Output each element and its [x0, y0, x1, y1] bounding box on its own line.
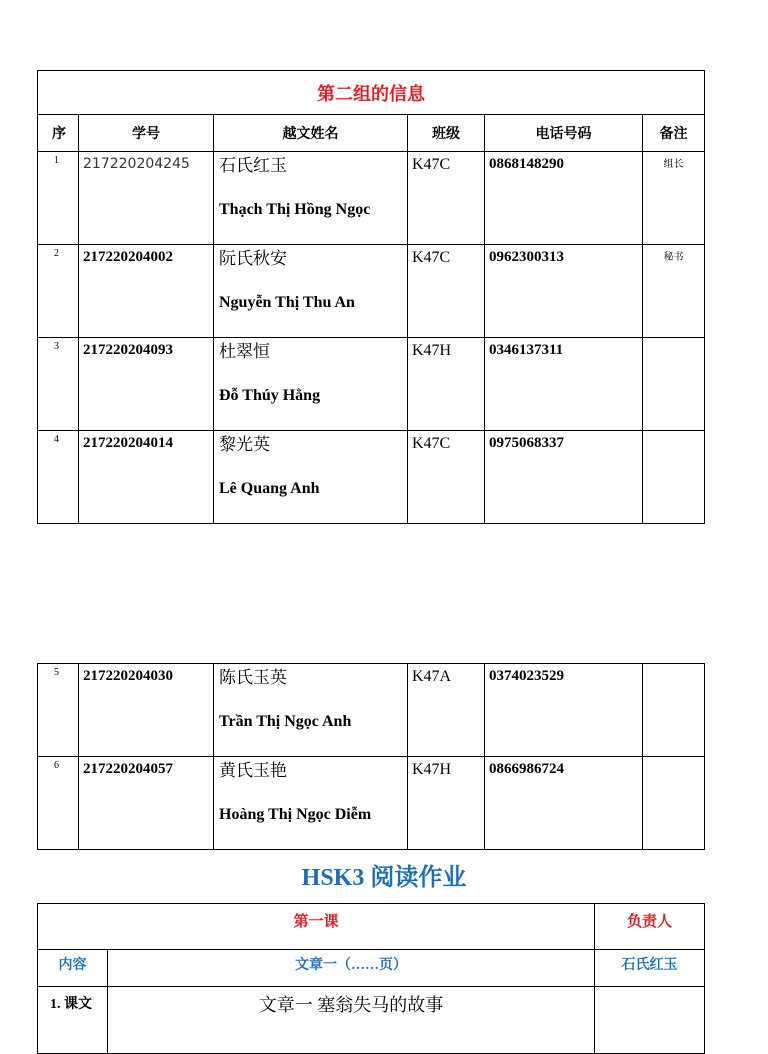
header-student-id: 学号	[79, 115, 214, 152]
name-chinese: 阮氏秋安	[219, 249, 287, 268]
student-name	[214, 245, 408, 338]
student-name	[214, 664, 408, 757]
content-label: 内容	[38, 950, 108, 987]
header-name: 越文姓名	[214, 115, 408, 152]
student-name	[214, 431, 408, 524]
name-chinese: 陈氏玉英	[219, 668, 287, 687]
phone: 0962300313	[485, 245, 643, 338]
name-chinese: 黎光英	[219, 435, 270, 454]
header-note: 备注	[643, 115, 705, 152]
name-vietnamese: Lê Quang Anh	[219, 480, 320, 497]
hsk-assignment-table	[37, 903, 705, 1054]
note	[643, 338, 705, 431]
name-chinese: 石氏红玉	[219, 156, 287, 175]
row-no: 1	[38, 152, 79, 245]
name-vietnamese: Thạch Thị Hồng Ngọc	[219, 201, 371, 218]
student-name	[214, 152, 408, 245]
class: K47A	[408, 664, 485, 757]
table-row	[38, 245, 705, 338]
name-vietnamese: Trần Thị Ngọc Anh	[219, 713, 352, 730]
phone: 0346137311	[485, 338, 643, 431]
student-id: 217220204057	[79, 757, 214, 850]
responsible-label: 负责人	[595, 904, 705, 950]
group-info-table	[37, 70, 705, 524]
header-phone: 电话号码	[485, 115, 643, 152]
group-info-table-continued	[37, 663, 705, 850]
table-row	[38, 338, 705, 431]
text-label: 1. 课文	[38, 987, 108, 1054]
class: K47C	[408, 245, 485, 338]
row-no: 3	[38, 338, 79, 431]
class: K47C	[408, 152, 485, 245]
class: K47C	[408, 431, 485, 524]
class: K47H	[408, 757, 485, 850]
hsk-section-title: HSK3 阅读作业	[301, 865, 467, 891]
group-table-title: 第二组的信息	[38, 71, 705, 115]
note	[643, 664, 705, 757]
student-id: 217220204030	[79, 664, 214, 757]
header-class: 班级	[408, 115, 485, 152]
name-vietnamese: Hoàng Thị Ngọc Diễm	[219, 806, 372, 823]
name-vietnamese: Đỗ Thúy Hằng	[219, 387, 321, 404]
table-row	[38, 431, 705, 524]
table-header-row	[38, 115, 705, 152]
phone: 0868148290	[485, 152, 643, 245]
row-no: 5	[38, 664, 79, 757]
content-row	[38, 950, 705, 987]
name-vietnamese: Nguyễn Thị Thu An	[219, 294, 355, 311]
note	[643, 431, 705, 524]
note: 组长	[643, 152, 705, 245]
note	[643, 757, 705, 850]
name-chinese: 黄氏玉艳	[219, 761, 287, 780]
phone: 0975068337	[485, 431, 643, 524]
article-pages: 文章一（……页）	[108, 950, 595, 987]
row-no: 6	[38, 757, 79, 850]
name-chinese: 杜翠恒	[219, 342, 270, 361]
table-row	[38, 152, 705, 245]
student-name	[214, 757, 408, 850]
student-id: 217220204245	[79, 152, 214, 245]
empty-cell	[595, 987, 705, 1054]
phone: 0374023529	[485, 664, 643, 757]
student-id: 217220204002	[79, 245, 214, 338]
student-id: 217220204093	[79, 338, 214, 431]
article-title: 文章一 塞翁失马的故事	[108, 987, 595, 1054]
table-row	[38, 664, 705, 757]
responsible-person: 石氏红玉	[595, 950, 705, 987]
student-name	[214, 338, 408, 431]
text-row	[38, 987, 705, 1054]
row-no: 2	[38, 245, 79, 338]
student-id: 217220204014	[79, 431, 214, 524]
lesson-title: 第一课	[38, 904, 595, 950]
class: K47H	[408, 338, 485, 431]
phone: 0866986724	[485, 757, 643, 850]
note: 秘书	[643, 245, 705, 338]
table-row	[38, 757, 705, 850]
header-no: 序	[38, 115, 79, 152]
row-no: 4	[38, 431, 79, 524]
